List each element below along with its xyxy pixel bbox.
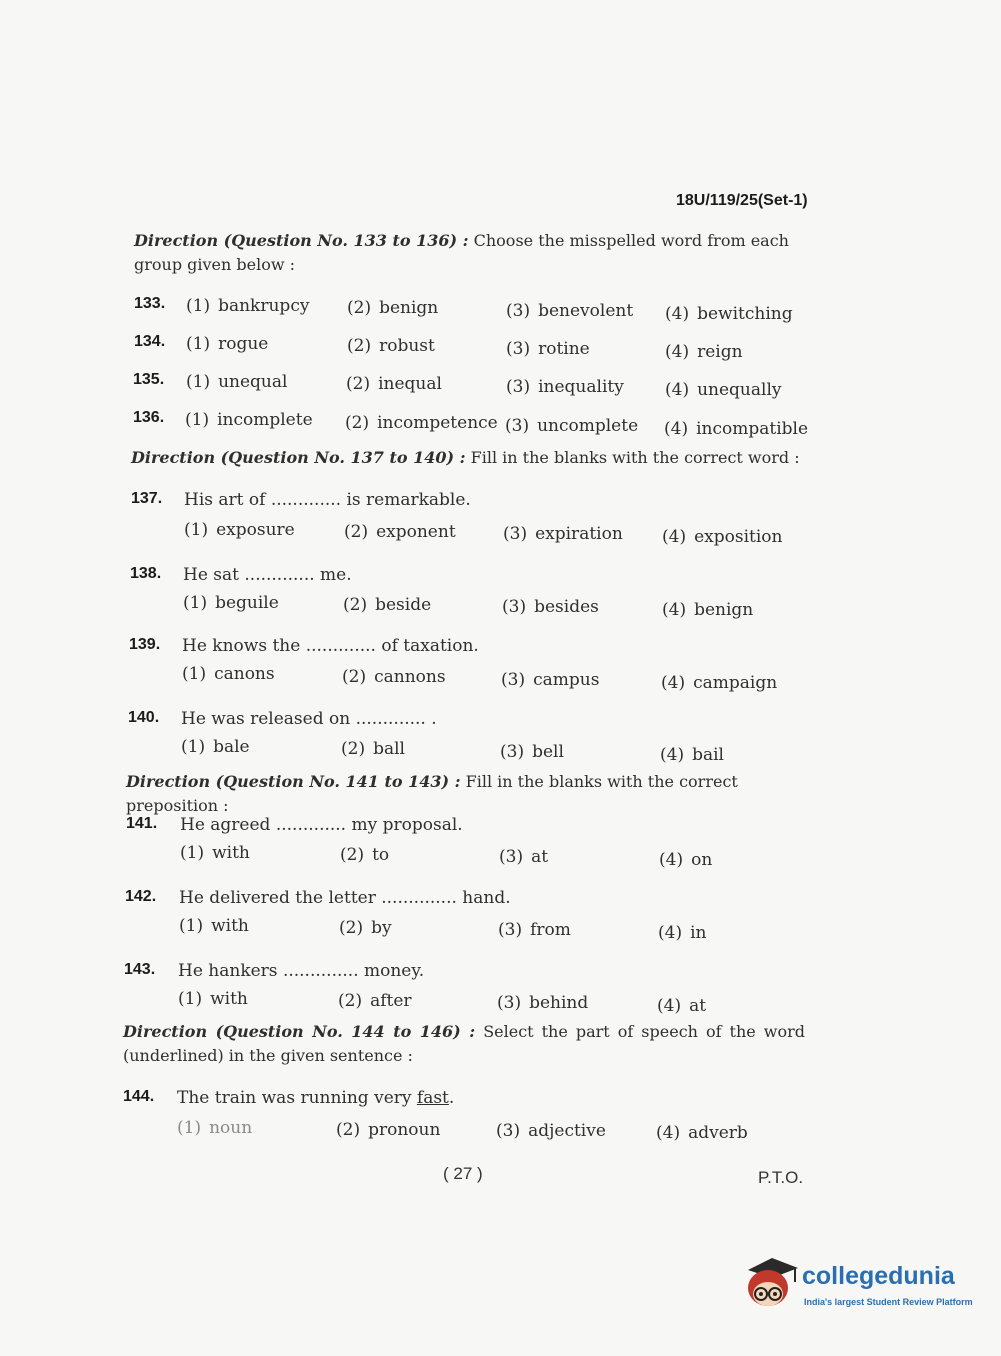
option-4: (4) exposition bbox=[662, 527, 783, 547]
option-4: (4) campaign bbox=[661, 673, 778, 693]
option-1: (1) canons bbox=[182, 664, 275, 684]
option-2: (2) exponent bbox=[344, 522, 456, 542]
question-text: He hankers .............. money. bbox=[178, 961, 425, 981]
pto-label: P.T.O. bbox=[758, 1168, 804, 1187]
option-2: (2) benign bbox=[347, 298, 439, 318]
option-3: (3) rotine bbox=[506, 339, 590, 359]
option-1: (1) exposure bbox=[184, 520, 295, 540]
option-3: (3) adjective bbox=[496, 1121, 606, 1141]
brand-name: collegedunia bbox=[802, 1262, 955, 1290]
question-number: 134. bbox=[134, 333, 166, 350]
option-3: (3) expiration bbox=[503, 524, 623, 544]
option-1: (1) incomplete bbox=[185, 410, 313, 430]
option-1: (1) with bbox=[179, 916, 249, 936]
option-2: (2) by bbox=[339, 918, 392, 938]
brand-tagline: India's largest Student Review Platform bbox=[804, 1297, 973, 1307]
question-number: 138. bbox=[130, 565, 162, 582]
question-number: 133. bbox=[134, 295, 166, 312]
mascot-icon bbox=[742, 1252, 800, 1312]
option-4: (4) unequally bbox=[665, 380, 782, 400]
option-2: (2) cannons bbox=[342, 667, 446, 687]
question-number: 144. bbox=[123, 1088, 155, 1105]
option-4: (4) reign bbox=[665, 342, 743, 362]
option-1: (1) bale bbox=[181, 737, 250, 757]
option-3: (3) from bbox=[498, 920, 571, 940]
option-2: (2) ball bbox=[341, 739, 405, 759]
question-number: 137. bbox=[131, 490, 163, 507]
direction-label: Direction (Question No. 141 to 143) : bbox=[126, 772, 461, 791]
option-3: (3) behind bbox=[497, 993, 589, 1013]
option-4: (4) benign bbox=[662, 600, 754, 620]
question-text: He delivered the letter .............. hand. bbox=[179, 888, 511, 908]
option-1: (1) unequal bbox=[186, 372, 288, 392]
option-4: (4) on bbox=[659, 850, 713, 870]
question-number: 140. bbox=[128, 709, 160, 726]
direction-text: Fill in the blanks with the correct word : bbox=[470, 448, 800, 467]
direction-141-143 bbox=[126, 770, 816, 818]
question-text: The train was running very fast. bbox=[177, 1088, 455, 1108]
direction-text: Select the part of speech of the word (underlined) in the given sentence : bbox=[123, 1022, 806, 1065]
question-text: He agreed ............. my proposal. bbox=[180, 815, 463, 835]
option-4: (4) bail bbox=[660, 745, 724, 765]
option-4: (4) at bbox=[657, 996, 707, 1016]
question-text: He was released on ............. . bbox=[181, 709, 437, 729]
option-1: (1) bankrupcy bbox=[186, 296, 310, 316]
question-number: 143. bbox=[124, 961, 156, 978]
option-1: (1) with bbox=[180, 843, 250, 863]
option-3: (3) at bbox=[499, 847, 549, 867]
question-number: 142. bbox=[125, 888, 157, 905]
direction-144-146 bbox=[123, 1020, 805, 1068]
question-number: 141. bbox=[126, 815, 158, 832]
question-number: 136. bbox=[133, 409, 165, 426]
direction-text: Fill in the blanks with the correct preposition : bbox=[126, 772, 738, 815]
option-2: (2) inequal bbox=[346, 374, 442, 394]
option-1: (1) rogue bbox=[186, 334, 269, 354]
option-1: (1) noun bbox=[177, 1118, 253, 1138]
option-2: (2) incompetence bbox=[345, 413, 498, 433]
underlined-word: fast bbox=[416, 1088, 449, 1108]
direction-label: Direction (Question No. 137 to 140) : bbox=[131, 448, 466, 467]
direction-133-136 bbox=[134, 229, 816, 277]
option-3: (3) campus bbox=[501, 670, 600, 690]
page-number: ( 27 ) bbox=[443, 1164, 483, 1183]
option-2: (2) beside bbox=[343, 595, 432, 615]
option-3: (3) bell bbox=[500, 742, 564, 762]
option-3: (3) inequality bbox=[506, 377, 624, 397]
option-3: (3) benevolent bbox=[506, 301, 634, 321]
option-4: (4) in bbox=[658, 923, 707, 943]
question-number: 135. bbox=[133, 371, 165, 388]
option-1: (1) with bbox=[178, 989, 248, 1009]
option-1: (1) beguile bbox=[183, 593, 279, 613]
option-4: (4) adverb bbox=[656, 1123, 748, 1143]
question-text: His art of ............. is remarkable. bbox=[184, 490, 471, 510]
direction-text: Choose the misspelled word from each group given below : bbox=[134, 231, 789, 274]
direction-label: Direction (Question No. 133 to 136) : bbox=[134, 231, 469, 250]
option-4: (4) incompatible bbox=[664, 419, 809, 439]
option-2: (2) to bbox=[340, 845, 390, 865]
question-number: 139. bbox=[129, 636, 161, 653]
option-2: (2) pronoun bbox=[336, 1120, 441, 1140]
option-3: (3) uncomplete bbox=[505, 416, 639, 436]
direction-137-140 bbox=[131, 446, 821, 470]
option-2: (2) robust bbox=[347, 336, 435, 356]
paper-code: 18U/119/25(Set-1) bbox=[676, 192, 808, 209]
direction-label: Direction (Question No. 144 to 146) : bbox=[123, 1022, 476, 1041]
option-4: (4) bewitching bbox=[665, 304, 793, 324]
option-2: (2) after bbox=[338, 991, 412, 1011]
question-text: He knows the ............. of taxation. bbox=[182, 636, 479, 656]
option-3: (3) besides bbox=[502, 597, 599, 617]
question-text: He sat ............. me. bbox=[183, 565, 352, 585]
